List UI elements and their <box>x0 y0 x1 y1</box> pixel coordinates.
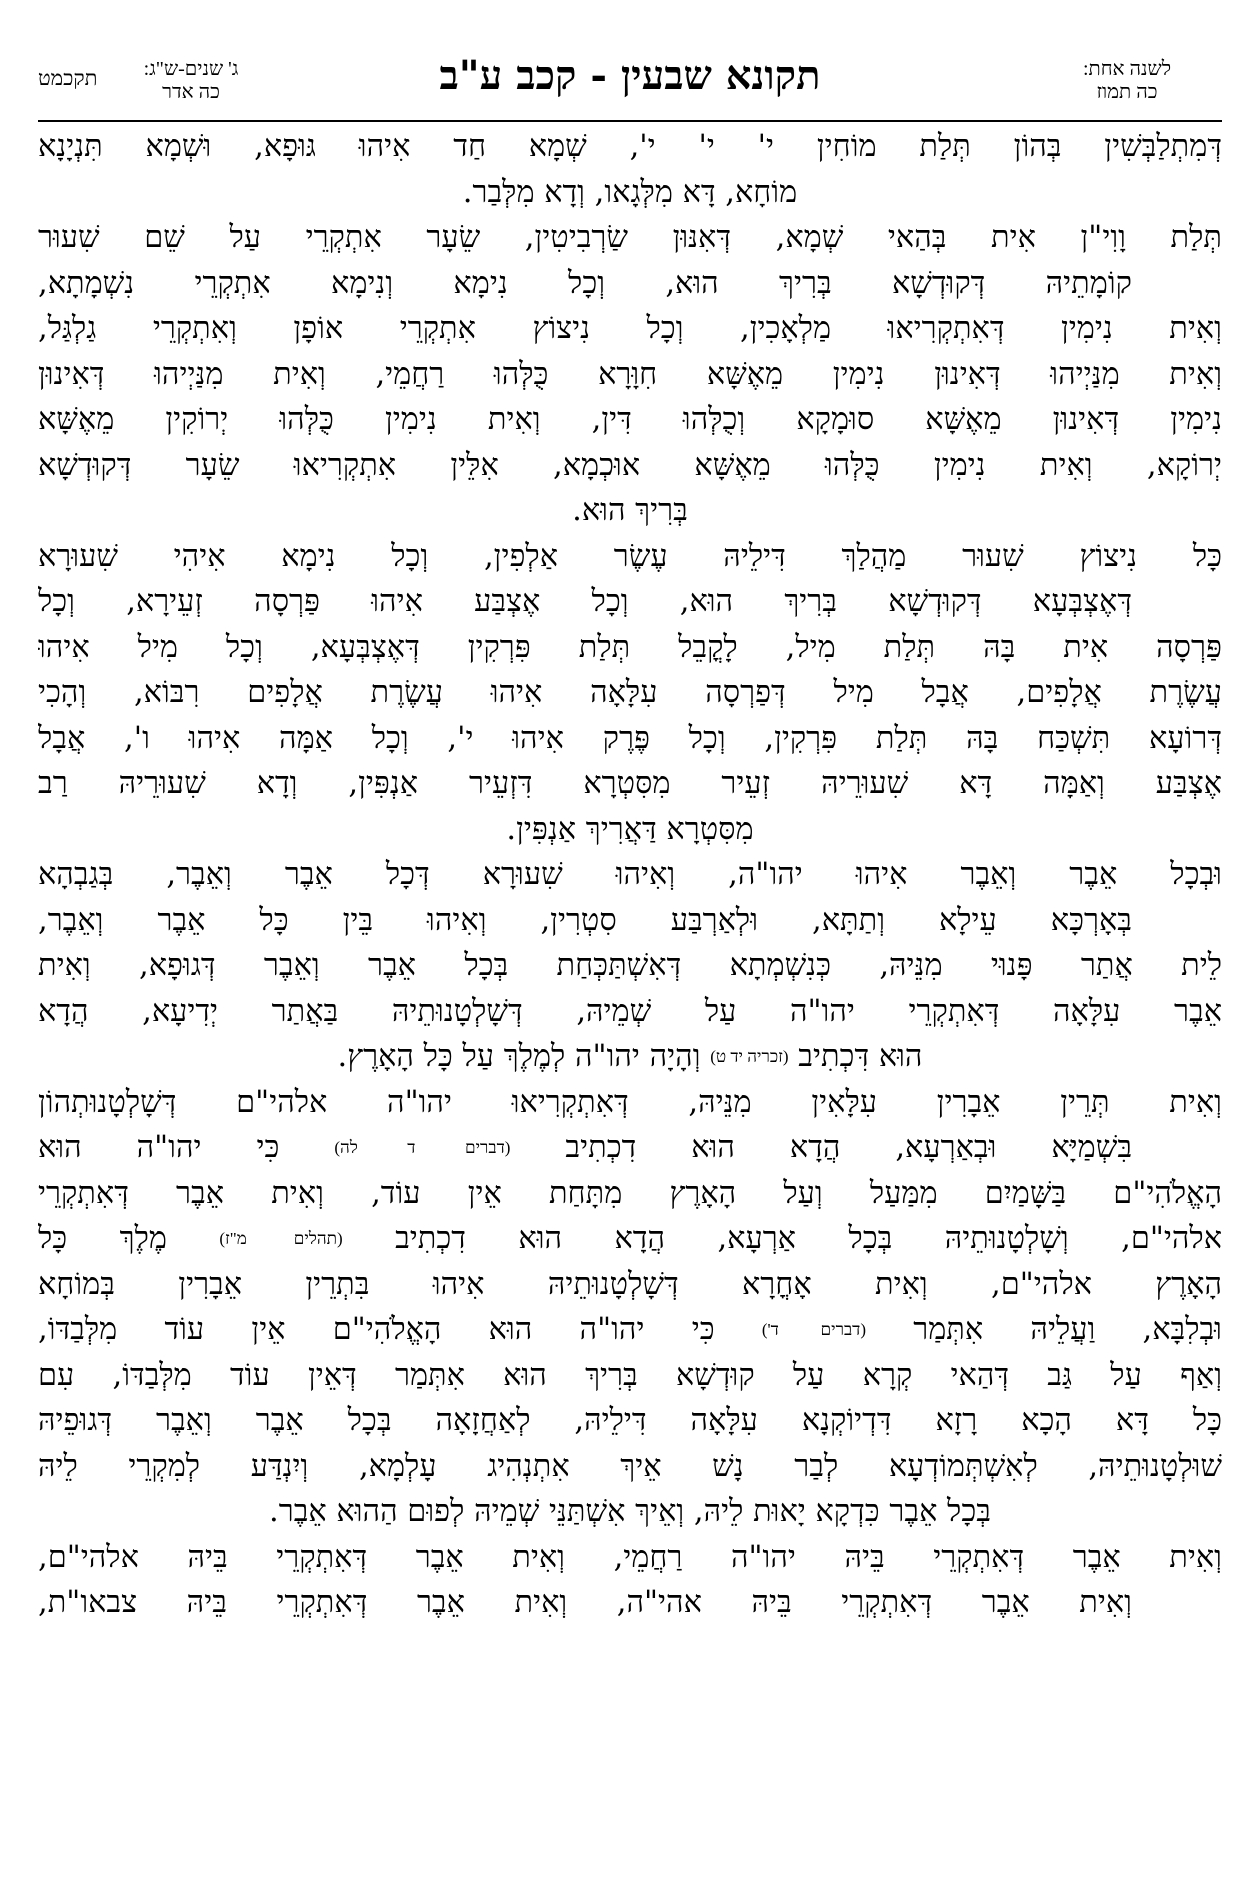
verse-reference: (תהלים מ"ז) <box>219 1229 343 1248</box>
text-line: קוֹמָתֵיהּ דְּקוּדְשָׁא בְּרִיךְ הוּא, וְכָל נִימָא וְנִימָא אִתְקְרֵי נִשְׁמָתָא, <box>38 265 1132 301</box>
text-line: מִסִּטְרָא דַּאֲרִיךְ אַנְפִּין. <box>506 811 754 847</box>
text-line: וְאִית תְּרֵין אֵבָרִין עִלָּאִין מִנֵּיהּ, דְּאִתְקְרִיאוּ יהו"ה אלהי"ם דְּשָׁלְטָנוּתְהוֹן <box>38 1084 1222 1120</box>
text-line: תְּלַת וָוִי"ן אִית בְּהַאי שְׁמָא, דְּאִנּוּן שַׂרְבִיטִין, שֵׂעָר אִתְקְרֵי עַל שֵׁם שִׁעוּר <box>38 220 1222 255</box>
text-line: וּבְלִבָּא, וַעֲלֵיהּ אִתְּמַר (דברים ד') כִּי יהו"ה הוּא הָאֱלֹהִי"ם אֵין עוֹד מִלְּבַדּוֹ, <box>38 1312 1222 1347</box>
paragraph <box>38 534 1222 853</box>
text-line: דְּאֶצְבְּעָא דְּקוּדְשָׁא בְּרִיךְ הוּא, וְכָל אֶצְבַּע אִיהוּ פַּרְסָה זְעֵירָא, וְכָל <box>38 584 1132 619</box>
three-year-label: ג' שנים-ש"ג: <box>143 58 239 80</box>
text-line: הוּא דִּכְתִיב (זכריה יד ט) וְהָיָה יהו"ה לְמֶלֶךְ עַל כָּל הָאָרֶץ. <box>337 1039 923 1074</box>
text-line: נִימִין דְּאִינוּן מֵאֶשָּׁא סוּמָקָא וְכֻלְּהוּ דִּין, וְאִית נִימִין כֻּלְּהוּ יְרוֹקִין מֵאֶשָּׁא <box>38 402 1222 437</box>
text-line: בְּאָרְכָּא עֵילָא וְתַתָּא, וּלְאַרְבַּע סִטְרִין, וְאִיהוּ בֵּין כָּל אֵבֶר וְאֵבֶר, <box>38 902 1132 938</box>
text-line: בִּשְׁמַיָּא וּבְאַרְעָא, הֲדָא הוּא דִכְתִיב (דברים ד לה) כִּי יהו"ה הוּא <box>38 1130 1133 1165</box>
text-line: וּבְכָל אֵבֶר וְאֵבֶר אִיהוּ יהו"ה, וְאִיהוּ שִׁעוּרָא דְּכָל אֵבֶר וְאֵבֶר, בְּגַבְהָא <box>38 857 1222 892</box>
text-line: דְּמִתְלַבְּשִׁין בְּהוֹן תְּלַת מוֹחִין י' י' י', שְׁמָא חַד אִיהוּ גּוּפָא, וּשְׁמָא תִּנְיָנָא <box>38 129 1222 164</box>
text-line: וְאִית נִימִין דְּאִתְקְרִיאוּ מַלְאָכִין, וְכָל נִיצוֹץ אִתְקְרֵי אוֹפָן וְאִתְקְרֵי גַלְגַּל, <box>38 311 1222 346</box>
three-year-schedule <box>116 58 266 104</box>
main-text <box>38 124 1222 1860</box>
text-line: עֲשֶׂרֶת אֲלָפִים, אֲבָל מִיל דְּפַרְסָה עִלָּאָה אִיהוּ עֲשֶׂרֶת אֲלָפִים רִבּוֹא, וְהָכִי <box>38 675 1222 710</box>
text-line: וְאַף עַל גַּב דְּהַאי קְרָא עַל קוּדְשָׁא בְּרִיךְ הוּא אִתְּמַר דְּאֵין עוֹד מִלְּבַדּוֹ, עִם <box>38 1357 1222 1393</box>
text-line: דְּרוֹעָא תִּשְׁכַּח בָּהּ תְּלַת פִּרְקִין, וְכָל פֶּרֶק אִיהוּ י', וְכָל אַמָּה אִיהוּ ו', אֲבָל <box>38 720 1222 756</box>
text-line: וְאִית אֵבֶר דְּאִתְקְרֵי בֵּיהּ אהי"ה, וְאִית אֵבֶר דְּאִתְקְרֵי בֵּיהּ צבאו"ת, <box>38 1585 1132 1620</box>
text-line: כָּל דָּא הָכָא רָזָא דִּדְיוֹקְנָא עִלָּאָה דִּילֵיהּ, לְאַחֲזָאָה בְּכָל אֵבֶר וְאֵבֶר דְּגוּפֵיהּ <box>38 1403 1222 1438</box>
one-year-date: כה תמוז <box>1096 81 1158 103</box>
text-line: שׁוּלְטָנוּתֵיהּ, לְאִשְׁתְּמוֹדְעָא לְבַר נָשׁ אֵיךְ אִתְנְהִיג עָלְמָא, וְיִנְדַּע לְמִקְרֵי לֵיהּ <box>38 1448 1222 1484</box>
paragraph <box>38 852 1222 1080</box>
text-line: וְאִית מִנַּיְיהוּ דְּאִינוּן נִימִין מֵאֶשָּׁא חִוָּרָא כֻּלְּהוּ רַחֲמֵי, וְאִית מִנַּיְיהוּ דְּאִינוּן <box>38 356 1222 392</box>
one-year-label: לשנה אחת: <box>1082 58 1172 80</box>
paragraph <box>38 124 1222 215</box>
text-line: כָּל נִיצוֹץ שִׁעוּר מַהֲלַךְ דִּילֵיהּ עֶשֶׂר אַלְפִין, וְכָל נִימָא אִיהִי שִׁעוּרָא <box>38 538 1222 574</box>
text-line: אֵבֶר עִלָּאָה דְּאִתְקְרֵי יהו"ה עַל שְׁמֵיהּ, דְּשָׁלְטָנוּתֵיהּ בַּאֲתַר יְדִיעָא, הֲדָא <box>38 993 1222 1029</box>
text-line: בְּכָל אֵבֶר כִּדְקָא יָאוּת לֵיהּ, וְאֵיךְ אִשְׁתַּנֵּי שְׁמֵיהּ לְפוּם הַהוּא אֵבֶר. <box>269 1494 991 1529</box>
three-year-date: כה אדר <box>162 81 220 103</box>
page-number: תקכמט <box>38 66 98 90</box>
text-line: הָאָרֶץ אלהי"ם, וְאִית אָחֳרָא דְּשָׁלְטָנוּתֵיהּ אִיהוּ בִּתְרֵין אֵבָרִין בְּמוֹחָא <box>38 1266 1222 1302</box>
text-line: הָאֱלֹהִי"ם בַּשָּׁמַיִם מִמַּעַל וְעַל הָאָרֶץ מִתָּחַת אֵין עוֹד, וְאִית אֵבֶר דְּאִתְקְרֵי <box>38 1175 1222 1211</box>
text-line: יְרוֹקָא, וְאִית נִימִין כֻּלְּהוּ מֵאֶשָּׁא אוּכְמָא, אִלֵּין אִתְקְרִיאוּ שֵׂעָר דְּקוּדְשָׁא <box>38 447 1222 483</box>
text-line: בְּרִיךְ הוּא. <box>572 493 688 528</box>
verse-reference: (דברים ד לה) <box>334 1138 511 1157</box>
page-title: תקונא שבעין - קכב ע"ב <box>439 52 821 99</box>
paragraph <box>38 1080 1222 1535</box>
paragraph <box>38 215 1222 534</box>
header-divider <box>38 120 1222 122</box>
verse-reference: (דברים ד') <box>761 1320 866 1339</box>
text-line: מוֹחָא, דָּא מִלְּגָאו, וְדָא מִלְּבַר. <box>462 174 798 210</box>
text-line: אֶצְבַּע וְאַמָּה דָּא שִׁעוּרֵיהּ זְעֵיר מִסִּטְרָא דִּזְעֵיר אַנְפִּין, וְדָא שִׁעוּרֵיהּ רַב <box>38 766 1222 801</box>
paragraph <box>38 1535 1222 1626</box>
text-line: פַּרְסָה אִית בָּהּ תְּלַת מִיל, לָקֳבֵל תְּלַת פִּרְקִין דְּאֶצְבְּעָא, וְכָל מִיל אִיהוּ <box>38 629 1222 665</box>
text-line: אלהי"ם, וְשָׁלְטָנוּתֵיהּ בְּכָל אַרְעָא, הֲדָא הוּא דִכְתִיב (תהלים מ"ז) מֶלֶךְ כָּל <box>38 1221 1222 1256</box>
text-line: וְאִית אֵבֶר דְּאִתְקְרֵי בֵּיהּ יהו"ה רַחֲמֵי, וְאִית אֵבֶר דְּאִתְקְרֵי בֵּיהּ אלהי"ם, <box>38 1539 1222 1575</box>
text-line: לֵית אֲתַר פָּנוּי מִנֵּיהּ, כְּנִשְׁמְתָא דְּאִשְׁתַּכְּחַת בְּכָל אֵבֶר וְאֵבֶר דְּגוּפָא, וְאִית <box>38 948 1222 983</box>
page-header <box>38 50 1222 120</box>
verse-reference: (זכריה יד ט) <box>710 1047 789 1066</box>
